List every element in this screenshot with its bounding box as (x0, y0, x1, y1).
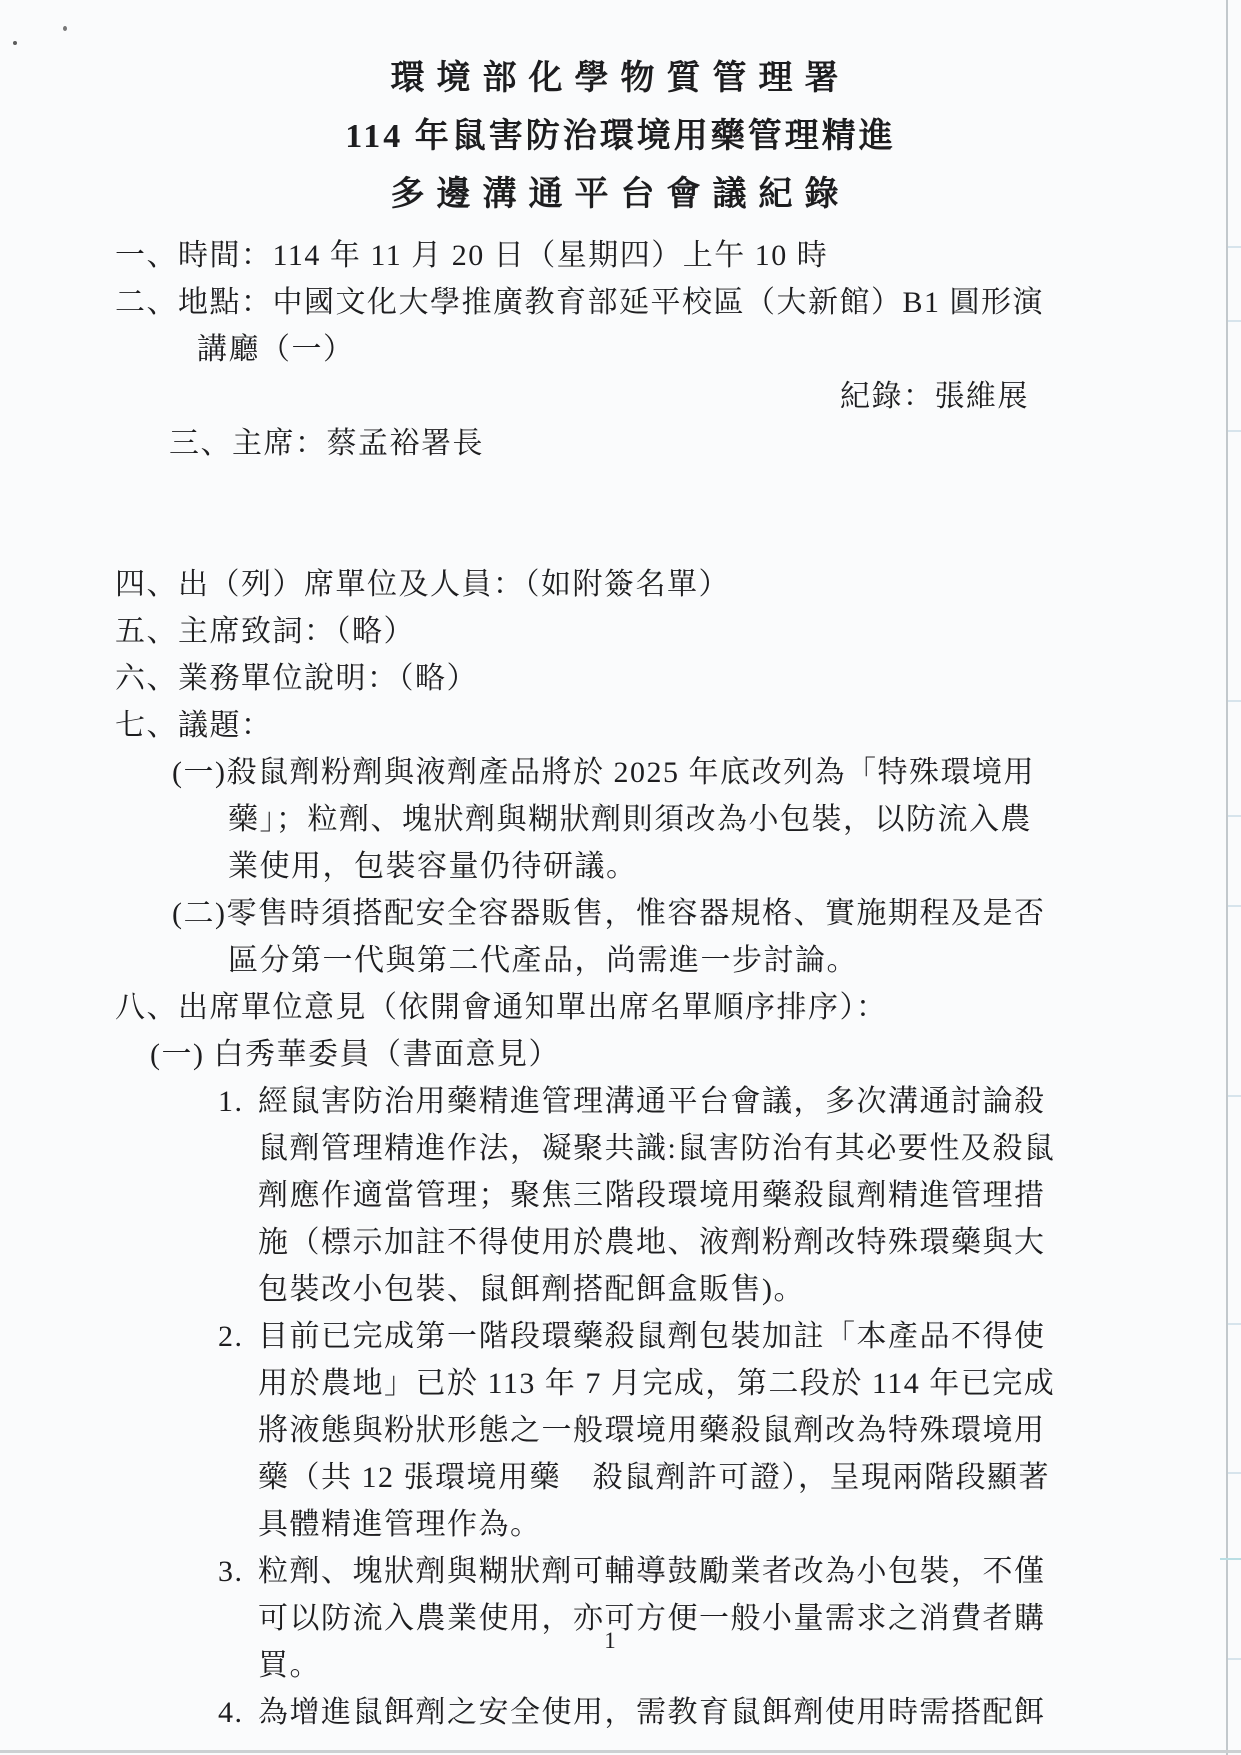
title-block (0, 0, 1241, 224)
agency-title: 環境部化學物質管理署 (390, 60, 851, 97)
meeting-subtitle: 多邊溝通平台會議紀錄 (390, 176, 851, 213)
opinion-point-2-cont: 將液態與粉狀形態之一般環境用藥殺鼠劑改為特殊環境用 (258, 1414, 1046, 1447)
opinion-text: 為增進鼠餌劑之安全使用，需教育鼠餌劑使用時需搭配餌 (258, 1696, 1046, 1729)
list-number: 3. (218, 1555, 244, 1588)
meeting-time-line: 一、時間：114 年 11 月 20 日（星期四）上午 10 時 (115, 239, 829, 272)
opinion-point-2-cont: 具體精進管理作為。 (258, 1508, 542, 1541)
opinion-point-4 (0, 1689, 1241, 1736)
list-number: 1. (218, 1085, 244, 1118)
bleed-line (1228, 1323, 1241, 1325)
opinion-point-3-cont: 可以防流入農業使用，亦可方便一般小量需求之消費者購 (258, 1602, 1046, 1635)
opinion-point-1-cont: 包裝改小包裝、鼠餌劑搭配餌盒販售)。 (258, 1273, 805, 1306)
scan-bottom-edge (0, 1750, 1241, 1753)
bleed-line (1228, 1472, 1241, 1474)
opinion-text: 粒劑、塊狀劑與糊狀劑可輔導鼓勵業者改為小包裝，不僅 (258, 1555, 1046, 1588)
scan-speck (63, 26, 67, 31)
bleed-line (1228, 700, 1241, 702)
opinion-point-1 (0, 1078, 1241, 1125)
agenda-item-1-cont: 藥」；粒劑、塊狀劑與糊狀劑則須改為小包裝，以防流入農 (228, 803, 1032, 836)
meeting-location-line: 二、地點：中國文化大學推廣教育部延平校區（大新館）B1 圓形演 (115, 286, 1045, 319)
committee-member-line: (一) 白秀華委員（書面意見） (150, 1038, 560, 1071)
meeting-title: 114 年鼠害防治環境用藥管理精進 (345, 118, 896, 155)
agenda-item-2-cont: 區分第一代與第二代產品，尚需進一步討論。 (228, 944, 858, 977)
bleed-line (1228, 1658, 1241, 1660)
opinion-point-2-cont: 用於農地」已於 113 年 7 月完成，第二段於 114 年已完成 (258, 1367, 1056, 1400)
bleed-line (1228, 905, 1241, 907)
opinion-point-1-cont: 施（標示加註不得使用於農地、液劑粉劑改特殊環藥與大 (258, 1226, 1046, 1259)
bleed-line (1228, 815, 1241, 817)
bleed-line (1228, 320, 1241, 322)
list-number: 2. (218, 1320, 244, 1353)
opinion-point-1-cont: 劑應作適當管理；聚焦三階段環境用藥殺鼠劑精進管理措 (258, 1179, 1046, 1212)
opinion-point-2-cont: 藥（共 12 張環境用藥 殺鼠劑許可證），呈現兩階段顯著 (258, 1461, 1050, 1494)
bleed-line (1228, 430, 1241, 432)
opinion-text: 經鼠害防治用藥精進管理溝通平台會議，多次溝通討論殺 (258, 1085, 1046, 1118)
agenda-heading: 七、議題： (115, 709, 273, 742)
recorder-label: 紀錄：張維展 (840, 380, 1029, 413)
chair-remarks-line: 五、主席致詞：（略） (115, 615, 415, 648)
opinions-heading: 八、出席單位意見（依開會通知單出席名單順序排序）： (115, 991, 888, 1024)
opinion-point-3-cont: 買。 (258, 1649, 321, 1682)
bleed-line (1228, 1095, 1241, 1097)
attendees-line: 四、出（列）席單位及人員：（如附簽名單） (115, 568, 730, 601)
scan-speck (13, 41, 17, 45)
page-number: 1 (604, 1628, 616, 1653)
meeting-location-wrap-line: 講廳（一） (197, 333, 355, 366)
chair-recorder-line (0, 373, 1241, 561)
agenda-item-1: (一)殺鼠劑粉劑與液劑產品將於 2025 年底改列為「特殊環境用 (172, 756, 1035, 789)
chair-label: 三、主席：蔡孟裕署長 (169, 427, 484, 460)
bleed-line (1220, 1558, 1241, 1560)
document-body (0, 232, 1241, 1736)
scan-edge-line (1226, 0, 1228, 1755)
agenda-item-1-cont: 業使用，包裝容量仍待研議。 (228, 850, 638, 883)
list-number: 4. (218, 1696, 244, 1729)
bleed-line (1228, 246, 1241, 248)
opinion-text: 目前已完成第一階段環藥殺鼠劑包裝加註「本產品不得使 (258, 1320, 1046, 1353)
opinion-point-2 (0, 1313, 1241, 1360)
opinion-point-1-cont: 鼠劑管理精進作法，凝聚共識:鼠害防治有其必要性及殺鼠 (258, 1132, 1056, 1165)
opinion-point-3 (0, 1548, 1241, 1595)
agenda-item-2: (二)零售時須搭配安全容器販售，惟容器規格、實施期程及是否 (172, 897, 1046, 930)
unit-briefing-line: 六、業務單位說明：（略） (115, 662, 478, 695)
